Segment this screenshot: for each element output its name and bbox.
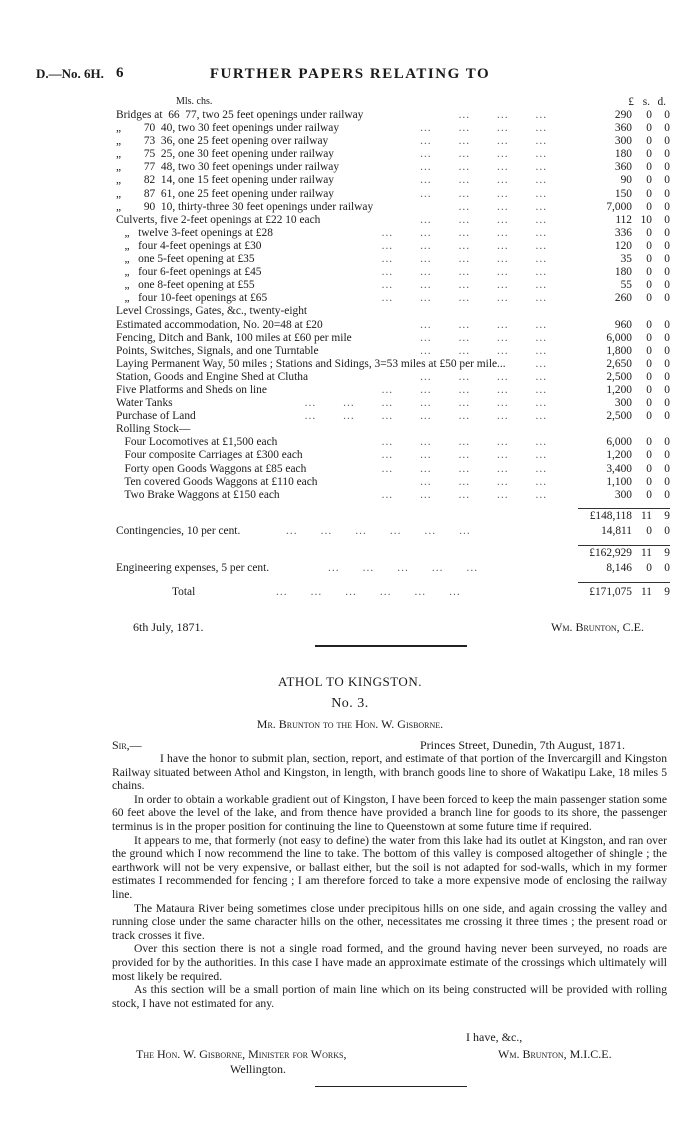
estimate-row xyxy=(116,423,670,436)
addressee: The Hon. W. Gisborne, Minister for Works, xyxy=(136,1047,347,1061)
letter-paragraph: I have the honor to submit plan, section, report, and estimate of that portion of the Invercargill and Kingston Railway situated between Athol and Kingston, in length, with branch goods line to shore of Wakatipu Lake, 18 miles 5 chains. xyxy=(112,752,667,793)
estimate-row-label: Ten covered Goods Waggons at £110 each xyxy=(116,475,318,488)
estimate-row: Points, Switches, Signals, and one Turntable ... ... ... ... 1,800 0 0 xyxy=(116,344,670,357)
estimate-row-label: Four Locomotives at £1,500 each xyxy=(116,436,278,449)
estimate-row-amount: 1,800 0 0 xyxy=(606,344,670,357)
estimate-row: Laying Permanent Way, 50 miles ; Stations and Sidings, 3=53 miles at £50 per mile... ... 2,650 0 0 xyxy=(116,357,670,370)
estimate-row-label: Culverts, five 2-feet openings at £22 10 each xyxy=(116,213,321,226)
subtotal-row xyxy=(116,509,670,524)
engineering-row: Engineering expenses, 5 per cent. ... ... ... ... ... 8,146 0 0 xyxy=(116,561,670,574)
contingencies-pounds: 14,811 xyxy=(601,524,632,537)
estimate-row-label: Laying Permanent Way, 50 miles ; Stations and Sidings, 3=53 miles at £50 per mile... xyxy=(116,357,506,370)
estimate-row-amount: 55 0 0 xyxy=(620,279,670,292)
estimate-row-amount: 90 0 0 xyxy=(620,174,670,187)
section-number: No. 3. xyxy=(331,696,369,711)
estimate-row-amount: 360 0 0 xyxy=(614,161,670,174)
estimate-row-label: „ 75 25, one 30 feet opening under railway xyxy=(116,148,334,161)
page-header xyxy=(0,66,700,86)
estimate-row-label: Two Brake Waggons at £150 each xyxy=(116,488,280,501)
estimate-row: Forty open Goods Waggons at £85 each ... ... ... ... ... 3,400 0 0 xyxy=(116,462,670,475)
estimate-row-amount: 180 0 0 xyxy=(614,266,670,279)
section-title: ATHOL TO KINGSTON. xyxy=(278,674,422,689)
estimate-row-amount: 2,650 0 0 xyxy=(606,357,670,370)
contingencies-row: Contingencies, 10 per cent. ... ... ... ... ... ... 14,811 0 0 xyxy=(116,524,670,537)
estimate-row-amount: 2,500 0 0 xyxy=(606,410,670,423)
addressee-city: Wellington. xyxy=(230,1062,287,1076)
estimate-row: „ twelve 3-feet openings at £28 ... ... ... ... ... 336 0 0 xyxy=(116,226,670,239)
estimate-row-label: „ four 6-feet openings at £45 xyxy=(116,266,262,279)
estimate-row-amount: 260 0 0 xyxy=(614,292,670,305)
engineering-pounds: 8,146 xyxy=(606,561,632,574)
column-pounds: £ xyxy=(628,96,634,108)
estimate-row-label: „ 77 48, two 30 feet openings under railway xyxy=(116,161,340,174)
estimate-signoff xyxy=(0,620,700,636)
estimate-row-label: Station, Goods and Engine Shed at Clutha xyxy=(116,370,309,383)
estimate-row-amount: 112 10 0 xyxy=(615,213,670,226)
estimate-row-amount: 300 0 0 xyxy=(614,135,670,148)
estimate-row-amount: 360 0 0 xyxy=(614,122,670,135)
estimate-row-label: Bridges at 66 77, two 25 feet openings under railway xyxy=(116,109,364,121)
estimate-row-amount: 7,000 0 0 xyxy=(606,200,670,213)
letter-paragraph: The Mataura River being sometimes close under precipitous hills on one side, and again crossing the valley and running close under the same character hills on the other, necessitates me crossing it three times ; the present road or track crosses it five. xyxy=(112,901,667,942)
estimate-row-label: „ twelve 3-feet openings at £28 xyxy=(116,226,273,239)
estimate-row-amount: 150 0 0 xyxy=(614,187,670,200)
estimate-row: „ 77 48, two 30 feet openings under railway ... ... ... ... 360 0 0 xyxy=(116,161,670,174)
estimate-row-label: Five Platforms and Sheds on line xyxy=(116,383,267,396)
estimate-row xyxy=(116,305,670,318)
letter-paragraph: Over this section there is not a single road formed, and the ground having never been surveyed, no roads are provided for by the authorities. In this case I have made an approximate estimate of the crossings which ultimately will most likely be required. xyxy=(112,942,667,983)
estimate-row: „ one 8-feet opening at £55 ... ... ... ... ... 55 0 0 xyxy=(116,279,670,292)
estimate-row: „ 75 25, one 30 feet opening under railway ... ... ... ... 180 0 0 xyxy=(116,148,670,161)
estimate-row-label: Fencing, Ditch and Bank, 100 miles at £60 per mile xyxy=(116,331,352,344)
estimate-row-label: Estimated accommodation, No. 20=48 at £20 xyxy=(116,318,323,331)
estimate-row: Station, Goods and Engine Shed at Clutha ... ... ... ... 2,500 0 0 xyxy=(116,370,670,383)
section-divider-top xyxy=(315,645,467,647)
estimate-row: Ten covered Goods Waggons at £110 each ... ... ... ... 1,100 0 0 xyxy=(116,475,670,488)
estimate-row: Estimated accommodation, No. 20=48 at £20 ... ... ... ... 960 0 0 xyxy=(116,318,670,331)
estimate-row: Four Locomotives at £1,500 each ... ... ... ... ... 6,000 0 0 xyxy=(116,436,670,449)
estimate-row-amount: 960 0 0 xyxy=(614,318,670,331)
estimate-row-label: Four composite Carriages at £300 each xyxy=(116,449,303,462)
subtotal-pounds: £148,118 xyxy=(589,509,632,522)
estimate-row-label: Points, Switches, Signals, and one Turntable xyxy=(116,344,319,357)
total-row: Total ... ... ... ... ... ... £171,075 11 9 xyxy=(116,583,670,601)
salutation: Sir,— xyxy=(112,738,142,752)
letter-paragraph: It appears to me, that formerly (not easy to define) the water from this lake had its outlet at Kingston, and ran over the ground which I now recommend the line to take. The bottom of this valley is composed altogether of shingle ; the earthwork will not be very expensive, or ballast either, but the soil is not adapted for sod-walls, which in my former estimates I recommended for fencing ; I am therefore forced to take a more expensive mode of enclosing the railway line. xyxy=(112,833,667,901)
estimate-row-label: „ 87 61, one 25 feet opening under railway xyxy=(116,187,334,200)
estimate-row: Culverts, five 2-feet openings at £22 10 each ... ... ... ... 112 10 0 xyxy=(116,213,670,226)
estimate-row-amount: 3,400 0 0 xyxy=(606,462,670,475)
estimate-row: „ 87 61, one 25 feet opening under railway ... ... ... ... 150 0 0 xyxy=(116,187,670,200)
estimate-row: Five Platforms and Sheds on line ... ... ... ... ... 1,200 0 0 xyxy=(116,383,670,396)
estimate-date: 6th July, 1871. xyxy=(133,620,204,634)
document-reference: D.—No. 6H. xyxy=(36,66,104,81)
estimate-row-amount: 2,500 0 0 xyxy=(606,370,670,383)
letter-from-to: Mr. Brunton to the Hon. W. Gisborne. xyxy=(256,717,444,731)
subtotal2-pounds: £162,929 xyxy=(589,546,632,559)
estimate-row-amount: 1,200 0 0 xyxy=(606,383,670,396)
estimate-row-label: „ 82 14, one 15 feet opening under railway xyxy=(116,174,334,187)
subtotal-shillings: 11 xyxy=(641,509,652,522)
page-number: 6 xyxy=(116,65,124,81)
total-label: Total xyxy=(172,585,196,598)
total-pounds: £171,075 xyxy=(589,585,632,598)
estimate-row-label: „ 90 10, thirty-three 30 feet openings under railway xyxy=(116,200,374,213)
estimate-row-label: „ 70 40, two 30 feet openings under railway xyxy=(116,122,340,135)
estimate-row: „ 70 40, two 30 feet openings under railway ... ... ... ... 360 0 0 xyxy=(116,122,670,135)
estimate-row-label: „ one 5-feet opening at £35 xyxy=(116,253,255,266)
cost-estimate-table xyxy=(116,96,670,601)
estimate-row-label: Rolling Stock— xyxy=(116,423,191,436)
running-title: FURTHER PAPERS RELATING TO xyxy=(209,66,491,82)
estimate-row: Bridges at 66 77, two 25 feet openings under railway ... ... ... 290 0 0 xyxy=(116,109,670,121)
estimate-row: „ one 5-feet opening at £35 ... ... ... ... ... 35 0 0 xyxy=(116,253,670,266)
column-miles-chains: Mls. chs. xyxy=(176,96,213,107)
estimate-row: „ four 4-feet openings at £30 ... ... ... ... ... 120 0 0 xyxy=(116,239,670,252)
estimate-row-amount: 35 0 0 xyxy=(620,253,670,266)
estimate-rows xyxy=(116,109,670,502)
estimate-row: „ 90 10, thirty-three 30 feet openings under railway ... ... ... 7,000 0 0 xyxy=(116,200,670,213)
estimate-column-headers xyxy=(116,96,670,109)
estimate-row-label: „ 73 36, one 25 feet opening over railway xyxy=(116,135,329,148)
engineering-label: Engineering expenses, 5 per cent. xyxy=(116,561,270,574)
estimate-row-label: Purchase of Land xyxy=(116,410,196,423)
estimate-row-label: „ one 8-feet opening at £55 xyxy=(116,279,255,292)
letter-closing: I have, &c., xyxy=(466,1030,523,1044)
estimate-row-label: „ four 10-feet openings at £65 xyxy=(116,292,268,305)
letter-paragraph: As this section will be a small portion of main line which on its being constructed will be provided with rolling stock, I have not estimated for any. xyxy=(112,983,667,1010)
column-pence: d. xyxy=(657,96,666,108)
estimate-row-label: „ four 4-feet openings at £30 xyxy=(116,239,262,252)
estimate-row: Four composite Carriages at £300 each ... ... ... ... ... 1,200 0 0 xyxy=(116,449,670,462)
section-divider-bottom xyxy=(315,1086,467,1087)
estimate-row: „ 73 36, one 25 feet opening over railway ... ... ... ... 300 0 0 xyxy=(116,135,670,148)
letter-body xyxy=(112,752,667,1010)
estimate-row: Purchase of Land ... ... ... ... ... ... ... 2,500 0 0 xyxy=(116,410,670,423)
subtotal-pence: 9 xyxy=(664,509,670,522)
estimate-row-amount: 180 0 0 xyxy=(614,148,670,161)
estimate-row: „ four 10-feet openings at £65 ... ... ... ... ... 260 0 0 xyxy=(116,292,670,305)
estimate-signature: Wm. Brunton, C.E. xyxy=(551,620,644,634)
estimate-row-label: Forty open Goods Waggons at £85 each xyxy=(116,462,307,475)
subtotal2-row: £162,929 11 9 xyxy=(116,546,670,561)
estimate-row: Water Tanks ... ... ... ... ... ... ... 300 0 0 xyxy=(116,397,670,410)
estimate-row-amount: 290 0 0 xyxy=(614,109,670,121)
estimate-row-amount: 6,000 0 0 xyxy=(606,436,670,449)
estimate-row-amount: 120 0 0 xyxy=(614,239,670,252)
estimate-row-amount: 300 0 0 xyxy=(614,397,670,410)
estimate-row: „ four 6-feet openings at £45 ... ... ... ... ... 180 0 0 xyxy=(116,266,670,279)
letter-paragraph: In order to obtain a workable gradient out of Kingston, I have been forced to keep the main passenger station some 60 feet above the level of the lake, and from thence have provided a branch line for goods to its shore, the passenger terminus is in the proper position for continuing the line to Queenstown at some future time if required. xyxy=(112,792,667,833)
letter-address: Princes Street, Dunedin, 7th August, 1871. xyxy=(420,738,625,752)
contingencies-label: Contingencies, 10 per cent. xyxy=(116,524,241,537)
estimate-row: Fencing, Ditch and Bank, 100 miles at £60 per mile ... ... ... ... 6,000 0 0 xyxy=(116,331,670,344)
estimate-row: „ 82 14, one 15 feet opening under railway ... ... ... ... 90 0 0 xyxy=(116,174,670,187)
estimate-row-amount: 1,100 0 0 xyxy=(606,475,670,488)
column-shillings: s. xyxy=(642,96,650,108)
estimate-row-amount: 1,200 0 0 xyxy=(606,449,670,462)
estimate-row-label: Water Tanks xyxy=(116,397,173,410)
estimate-row-amount: 300 0 0 xyxy=(614,488,670,501)
estimate-row-amount: 336 0 0 xyxy=(614,226,670,239)
letter-signature: Wm. Brunton, M.I.C.E. xyxy=(498,1047,612,1061)
estimate-row-amount: 6,000 0 0 xyxy=(606,331,670,344)
estimate-row: Two Brake Waggons at £150 each ... ... ... ... ... 300 0 0 xyxy=(116,488,670,501)
estimate-row-label: Level Crossings, Gates, &c., twenty-eight xyxy=(116,305,308,318)
